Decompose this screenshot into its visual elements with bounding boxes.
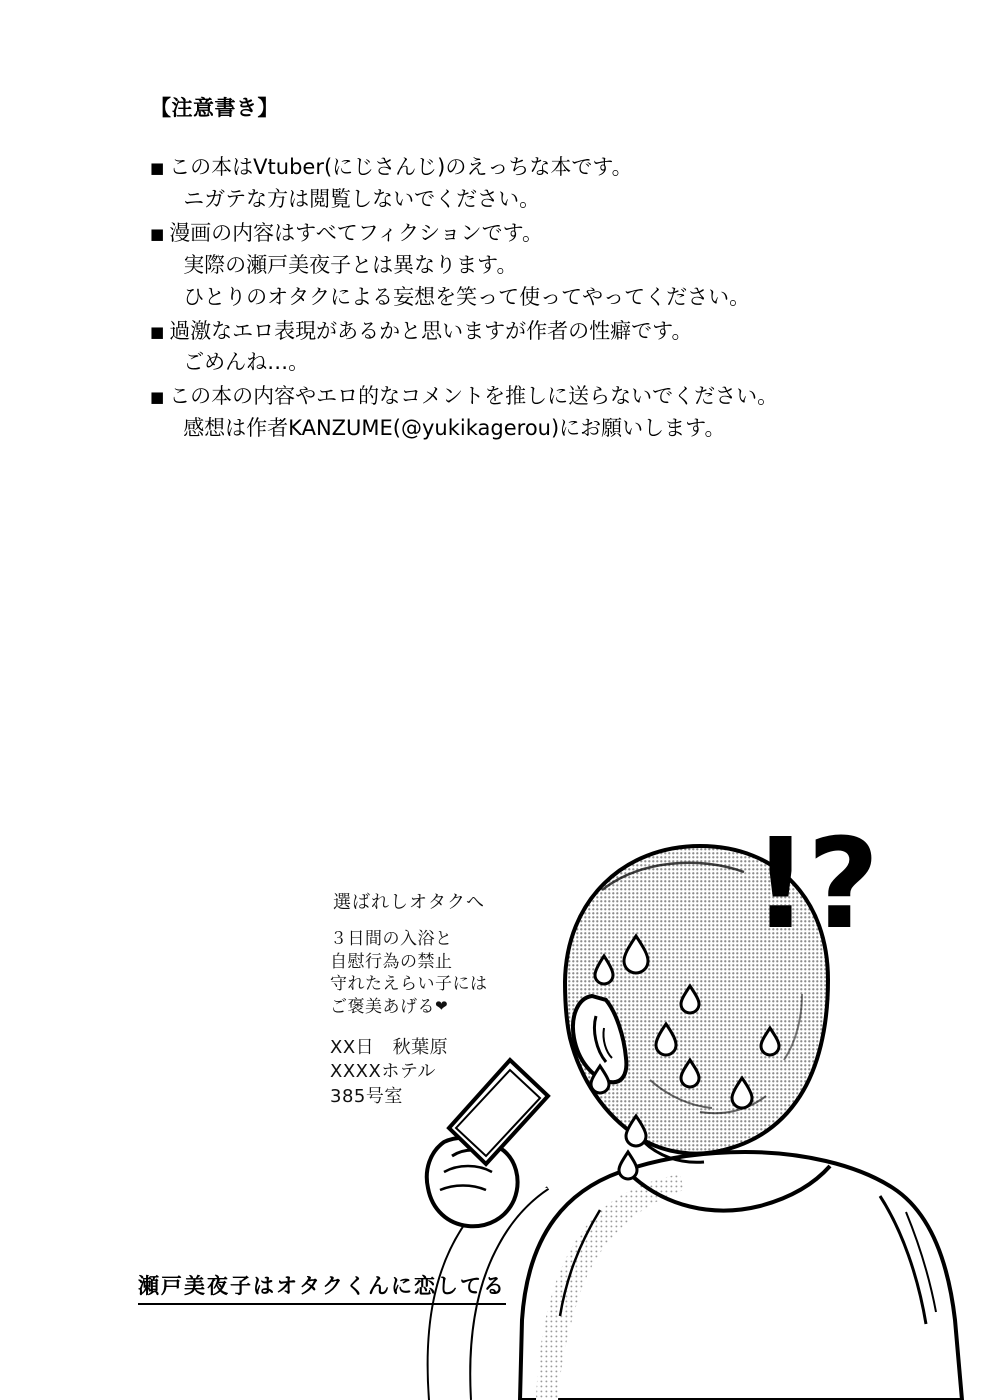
message-address-line: XXXXホテル: [330, 1061, 436, 1083]
message-body-line: ご褒美あげる: [330, 996, 435, 1017]
message-body-line: ３日間の入浴と: [330, 929, 453, 949]
notice-line: この本の内容やエロ的なコメントを推しに送らないでください。: [169, 384, 779, 409]
notice-item: [150, 316, 910, 380]
notice-line: ひとりのオタクによる妄想を笑って使ってやってください。: [183, 284, 751, 309]
illustration: [0, 760, 1001, 1400]
notice-item: [150, 152, 910, 216]
bottom-title: 瀬戸美夜子はオタクくんに恋してる: [138, 1270, 506, 1305]
notice-item: [150, 218, 910, 314]
notice-line: 漫画の内容はすべてフィクションです。: [169, 220, 543, 245]
notice-item: [150, 381, 910, 445]
notice-line: 感想は作者KANZUME(@yukikagerou)にお願いします。: [183, 416, 726, 441]
message-body-line: 自慰行為の禁止: [330, 951, 453, 972]
message-address: [330, 1036, 448, 1109]
notice-item-lines: [169, 218, 910, 314]
notice-item-lines: [169, 152, 910, 216]
notice-line: 過激なエロ表現があるかと思いますが作者の性癖です。: [169, 318, 693, 343]
message-body-line-with-heart: [330, 996, 488, 1019]
bullet-icon: ■: [150, 388, 165, 407]
notice-list: [150, 152, 910, 445]
message-greeting: 選ばれしオタクへ: [333, 892, 485, 913]
notice-line: 実際の瀬戸美夜子とは異なります。: [183, 252, 518, 277]
notice-line: ごめんね…。: [183, 350, 310, 375]
notice-block: [150, 92, 910, 447]
message-body: [330, 928, 488, 1018]
message-address-line: 385号室: [330, 1085, 403, 1107]
bullet-icon: ■: [150, 159, 165, 177]
exclamation-question-mark: !?: [752, 812, 878, 957]
bullet-icon: ■: [150, 322, 165, 341]
notice-line: ニガテな方は閲覧しないでください。: [183, 186, 541, 211]
message-body-line: 守れたえらい子には: [330, 974, 488, 995]
notice-item-lines: [169, 381, 910, 445]
message-address-line: XX日 秋葉原: [330, 1037, 449, 1058]
notice-item-lines: [169, 316, 910, 380]
heart-icon: ❤: [435, 996, 449, 1015]
notice-line: この本はVtuber(にじさんじ)のえっちな本です。: [169, 155, 633, 179]
figure-body: [520, 1152, 962, 1400]
notice-title: 【注意書き】: [150, 96, 279, 120]
bullet-icon: ■: [150, 224, 165, 243]
